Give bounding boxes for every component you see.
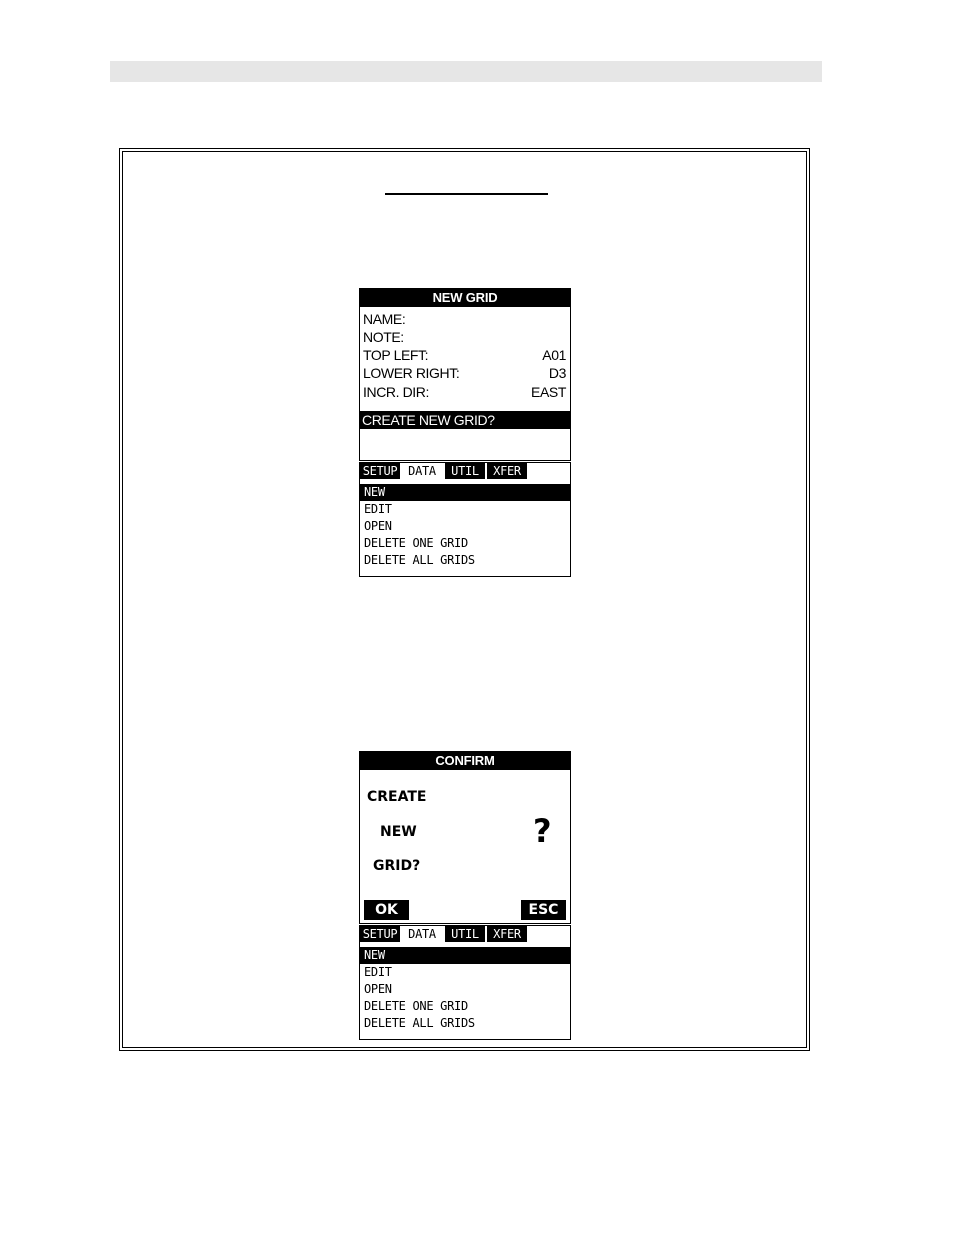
field-incr-dir-value: EAST <box>531 384 566 400</box>
menu-item-delete-all-grids[interactable]: DELETE ALL GRIDS <box>364 553 475 567</box>
new-grid-title: NEW GRID <box>360 289 570 307</box>
menu-item-open[interactable]: OPEN <box>364 519 392 533</box>
tab-util[interactable]: UTIL <box>445 463 485 479</box>
field-note[interactable] <box>363 328 566 346</box>
menu-item-edit[interactable]: EDIT <box>364 502 392 516</box>
menu-item-new[interactable]: NEW <box>360 947 570 964</box>
menu-item-delete-one-grid[interactable]: DELETE ONE GRID <box>364 999 468 1013</box>
esc-button[interactable]: ESC <box>521 900 566 920</box>
confirm-title: CONFIRM <box>360 752 570 770</box>
confirm-line-new: NEW <box>380 824 417 840</box>
field-top-left-value: A01 <box>542 347 566 363</box>
tab-data[interactable]: DATA <box>408 927 436 941</box>
field-note-label: NOTE: <box>363 329 404 345</box>
tab-util[interactable]: UTIL <box>445 926 485 942</box>
main-menu-panel-1 <box>359 462 571 577</box>
menu-item-open[interactable]: OPEN <box>364 982 392 996</box>
menu-item-new[interactable]: NEW <box>360 484 570 501</box>
field-incr-dir[interactable] <box>363 383 566 401</box>
ok-button[interactable]: OK <box>364 900 409 920</box>
field-name-label: NAME: <box>363 311 406 327</box>
field-top-left-label: TOP LEFT: <box>363 347 429 363</box>
create-grid-prompt[interactable]: CREATE NEW GRID? <box>360 411 570 429</box>
tab-data[interactable]: DATA <box>408 464 436 478</box>
field-lower-right-label: LOWER RIGHT: <box>363 365 460 381</box>
field-top-left[interactable] <box>363 346 566 364</box>
menu-item-delete-all-grids[interactable]: DELETE ALL GRIDS <box>364 1016 475 1030</box>
tab-xfer[interactable]: XFER <box>487 463 527 479</box>
page-header-bar <box>110 61 822 82</box>
field-incr-dir-label: INCR. DIR: <box>363 384 430 400</box>
new-grid-screen <box>359 288 571 461</box>
question-mark-icon: ? <box>533 812 552 850</box>
section-title-underline <box>385 193 548 195</box>
field-name[interactable] <box>363 310 566 328</box>
menu-item-edit[interactable]: EDIT <box>364 965 392 979</box>
field-lower-right[interactable] <box>363 364 566 382</box>
tab-setup[interactable]: SETUP <box>360 463 400 479</box>
tab-setup[interactable]: SETUP <box>360 926 400 942</box>
field-lower-right-value: D3 <box>548 365 566 381</box>
confirm-line-grid: GRID? <box>373 858 421 874</box>
main-menu-panel-2 <box>359 925 571 1040</box>
menu-tab-row <box>360 463 570 479</box>
menu-item-delete-one-grid[interactable]: DELETE ONE GRID <box>364 536 468 550</box>
confirm-line-create: CREATE <box>367 789 427 805</box>
confirm-screen <box>359 751 571 924</box>
tab-xfer[interactable]: XFER <box>487 926 527 942</box>
menu-tab-row-2 <box>360 926 570 942</box>
